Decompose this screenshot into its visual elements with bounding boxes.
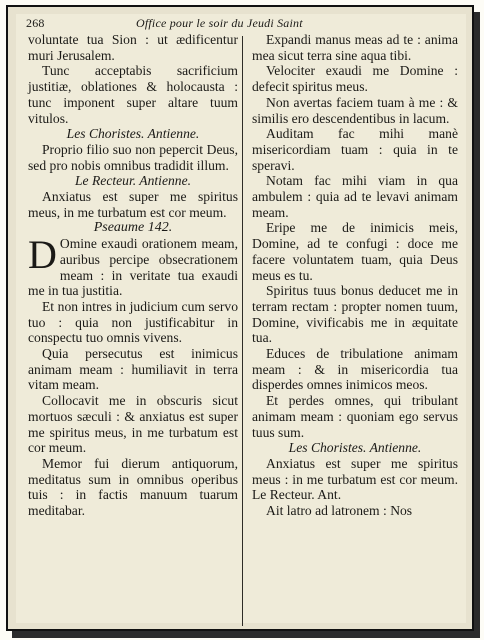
verse-paragraph: Et non intres in judicium cum servo tuo : quia non justificabitur in conspectu tuo omnis vivens. [28, 298, 238, 346]
verse-paragraph: Auditam fac mihi manè misericordiam tuam : quia in te speravi. [252, 126, 458, 173]
right-column [252, 32, 458, 519]
verse-paragraph: Expandi manus meas ad te : anima mea sicut terra sine aqua tibi. [252, 32, 458, 63]
verse-paragraph: Memor fui dierum antiquorum, meditatus sum in omnibus operibus tuis : in factis manuum tuarum meditabar. [28, 455, 238, 519]
drop-cap-initial: D [28, 232, 57, 278]
verse-paragraph: Spiritus tuus bonus deducet me in terram rectam : propter nomen tuum, Domine, vivificabis me in æquitate tua. [252, 283, 458, 346]
verse-paragraph: Notam fac mihi viam in qua ambulem : quia ad te levavi animam meam. [252, 173, 458, 220]
book-page [16, 14, 466, 623]
page-number: 268 [26, 16, 45, 30]
verse-paragraph: Anxiatus est super me spiritus meus, in me turbatum est cor meum. [28, 189, 238, 220]
verse-paragraph: Ait latro ad latronem : Nos [266, 503, 413, 519]
psalm-heading: Pseaume 142. [93, 220, 173, 236]
verse-paragraph: Educes de tribulatione animam meam : & in misericordia tua disperdes omnes inimicos meos. [252, 346, 458, 393]
rubric-heading: Les Choristes. Antienne. [288, 440, 422, 456]
verse-paragraph: Non avertas faciem tuam à me : & similis ero descendentibus in lacum. [252, 94, 458, 126]
photo-frame [6, 5, 474, 631]
verse-paragraph: voluntate tua Sion : ut ædificentur muri Jerusalem. [28, 32, 238, 63]
verse-paragraph: Quia persecutus est inimicus animam meam : humiliavit in terra vitam meam. [28, 346, 238, 393]
rubric-heading: Le Recteur. Antienne. [74, 173, 192, 189]
paragraph-text: Omine exaudi orationem meam, auribus percipe obsecrationem meam : in veritate tua exaudi me in tua justitia. [28, 236, 238, 299]
column-divider [242, 36, 243, 626]
psalm-verse-paragraph [28, 232, 238, 299]
verse-paragraph: Et perdes omnes, qui tribulant animam meam : quoniam ego servus tuus sum. [252, 393, 458, 440]
running-title: Office pour le soir du Jeudi Saint [136, 16, 303, 30]
page-header [26, 14, 456, 34]
verse-paragraph: Collocavit me in obscuris sicut mortuos sæculi : & anxiatus est super me spiritus meus, in me turbatum est cor meum. [28, 393, 238, 456]
verse-paragraph: Velociter exaudi me Domine : defecit spiritus meus. [252, 63, 458, 95]
verse-paragraph: Anxiatus est super me spiritus meus : in me turbatum est cor meum. Le Recteur. Ant. [252, 455, 458, 503]
left-column [28, 32, 238, 519]
verse-paragraph: Tunc acceptabis sacrificium justitiæ, oblationes & holocausta : tunc imponent super altare tuum vitulos. [28, 63, 238, 126]
verse-paragraph: Eripe me de inimicis meis, Domine, ad te confugi : doce me facere voluntatem tuam, quia Deus meus es tu. [252, 220, 458, 283]
rubric-heading: Les Choristes. Antienne. [66, 126, 200, 142]
verse-paragraph: Proprio filio suo non pepercit Deus, sed pro nobis omnibus tradidit illum. [28, 141, 238, 173]
